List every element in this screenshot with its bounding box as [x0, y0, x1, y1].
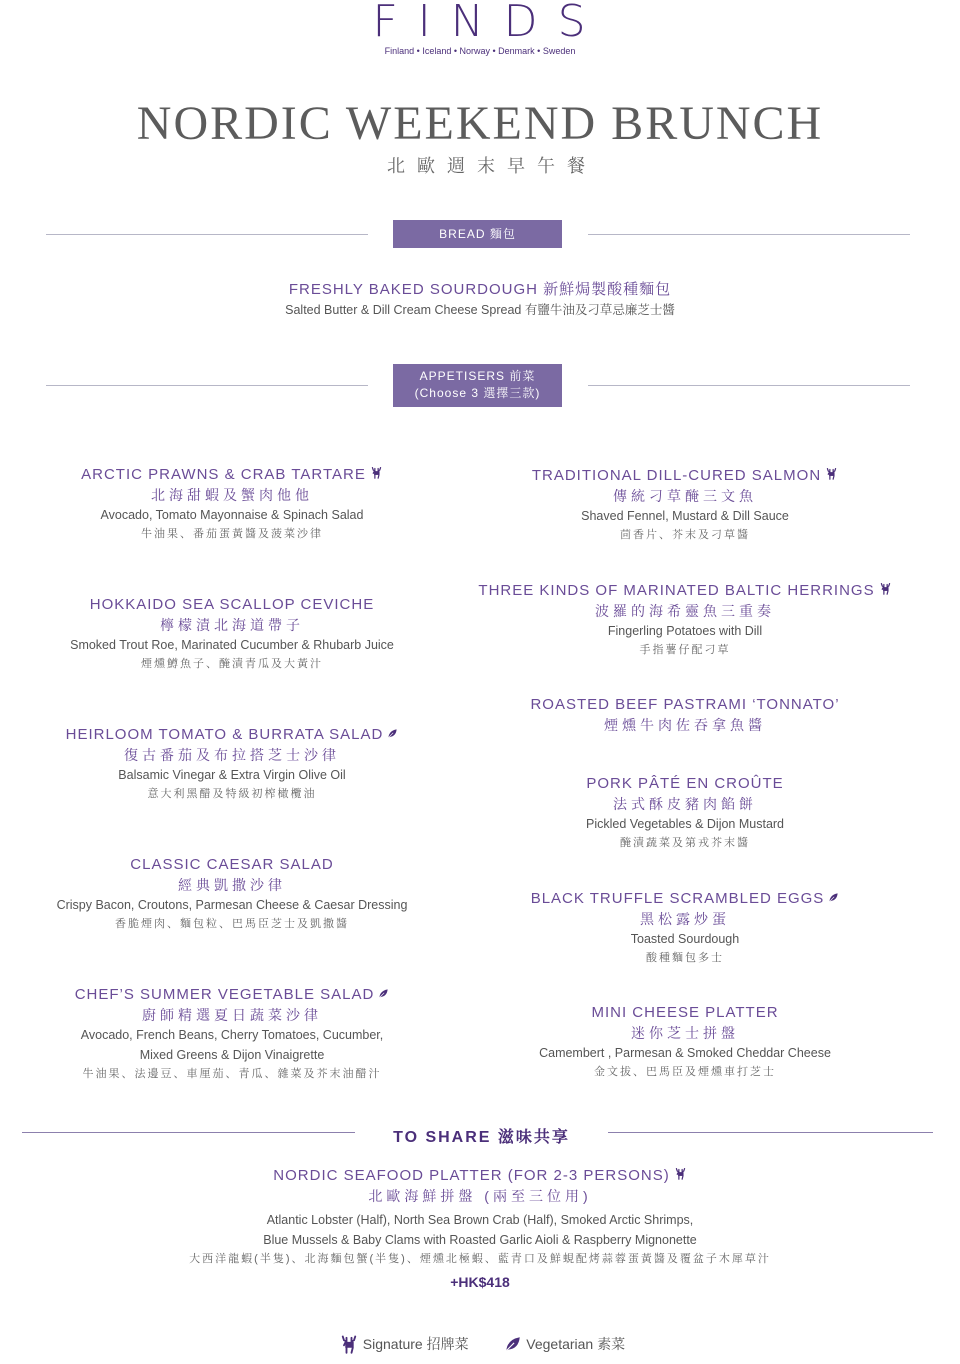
- item-desc-zh: 手指薯仔配刁草: [639, 644, 731, 657]
- menu-item: [2, 855, 462, 933]
- item-title-zh: 檸檬漬北海道帶子: [160, 617, 304, 633]
- signature-icon: [879, 581, 892, 601]
- item-desc-zh: 大西洋龍蝦(半隻)、北海麵包蟹(半隻)、煙燻北極蝦、藍青口及鮮蜆配烤蒜蓉蛋黃醬及覆盆子木犀草汁: [189, 1253, 771, 1266]
- signature-icon: [370, 465, 383, 485]
- item-desc-zh: 醃漬蔬菜及第戎芥末醬: [620, 837, 750, 849]
- item-title-zh: 法式酥皮豬肉餡餅: [613, 796, 757, 812]
- divider: [588, 385, 910, 386]
- item-title-zh: 波羅的海希靈魚三重奏: [595, 603, 775, 620]
- item-title-zh: 北歐海鮮拼盤 (兩至三位用): [368, 1188, 592, 1205]
- legend-vegetarian: Vegetarian 素菜: [526, 1336, 626, 1353]
- item-desc: Balsamic Vinegar & Extra Virgin Olive Oil: [118, 768, 346, 783]
- menu-item: [2, 465, 462, 543]
- logo: [0, 0, 960, 56]
- divider: [46, 234, 368, 235]
- item-title: NORDIC SEAFOOD PLATTER (FOR 2-3 PERSONS): [273, 1167, 670, 1184]
- menu-item: [2, 725, 462, 803]
- page-title: NORDIC WEEKEND BRUNCH: [136, 97, 824, 150]
- item-title-zh: 北海甜蝦及蟹肉他他: [151, 487, 313, 504]
- item-desc: Pickled Vegetables & Dijon Mustard: [585, 817, 785, 831]
- vegetarian-icon: [378, 985, 389, 1005]
- divider: [46, 385, 368, 386]
- menu-item: [455, 889, 915, 967]
- item-desc: Crispy Bacon, Croutons, Parmesan Cheese & Caesar Dressing: [56, 898, 408, 912]
- item-desc: Fingerling Potatoes with Dill: [607, 624, 763, 639]
- item-desc-zh: 意大利黑醋及特級初榨橄欖油: [147, 788, 317, 801]
- item-desc-zh: 牛油果、番茄蛋黃醬及菠菜沙律: [141, 528, 323, 541]
- item-desc: Shaved Fennel, Mustard & Dill Sauce: [581, 509, 789, 524]
- item-desc-zh: 煙燻鱒魚子、醃漬青瓜及大黃汁: [141, 658, 323, 670]
- item-desc: Smoked Trout Roe, Marinated Cucumber & Rhubarb Juice: [70, 638, 394, 652]
- item-desc: Toasted Sourdough: [630, 932, 740, 947]
- item-title: THREE KINDS OF MARINATED BALTIC HERRINGS: [478, 582, 875, 599]
- signature-icon: [825, 466, 838, 486]
- item-desc: Blue Mussels & Baby Clams with Roasted Garlic Aioli & Raspberry Mignonette: [263, 1233, 697, 1248]
- item-title-zh: 迷你芝士拼盤: [631, 1025, 739, 1041]
- legend: [0, 1334, 960, 1357]
- item-title: PORK PÂTÉ EN CROÛTE: [586, 775, 784, 792]
- vegetarian-icon: [828, 889, 839, 909]
- section-header-appetisers: [393, 364, 562, 407]
- vegetarian-icon: [504, 1335, 522, 1356]
- menu-item: [455, 774, 915, 852]
- item-title: FRESHLY BAKED SOURDOUGH 新鮮焗製酸種麵包: [288, 281, 672, 298]
- menu-item: [2, 595, 462, 673]
- item-title-zh: 傳統刁草醃三文魚: [613, 488, 757, 505]
- item-desc-zh: 香脆煙肉、麵包粒、巴馬臣芝士及凱撒醬: [115, 918, 349, 930]
- item-title: ARCTIC PRAWNS & CRAB TARTARE: [81, 466, 366, 483]
- item-title: HEIRLOOM TOMATO & BURRATA SALAD: [65, 726, 384, 743]
- item-title: TRADITIONAL DILL-CURED SALMON: [531, 467, 822, 484]
- item-desc-zh: 金文拔、巴馬臣及煙燻車打芝士: [594, 1066, 776, 1078]
- menu-item-seafood-platter: [0, 1166, 960, 1290]
- item-desc-zh: 茴香片、芥末及刁草醬: [620, 529, 750, 542]
- item-desc: Salted Butter & Dill Cream Cheese Spread 有鹽牛油及刁草忌廉芝士醬: [285, 303, 675, 317]
- item-desc: Avocado, French Beans, Cherry Tomatoes, Cucumber,: [80, 1028, 384, 1043]
- signature-icon: [674, 1166, 687, 1186]
- legend-signature: Signature 招牌菜: [362, 1336, 469, 1353]
- item-desc: Camembert , Parmesan & Smoked Cheddar Cheese: [539, 1046, 831, 1060]
- page-title-zh: 北歐週末早午餐: [387, 156, 597, 176]
- menu-item: [2, 985, 462, 1083]
- item-desc-zh: 牛油果、法邊豆、車厘茄、青瓜、雜菜及芥末油醋汁: [82, 1068, 382, 1081]
- item-title-zh: 煙燻牛肉佐吞拿魚醬: [604, 717, 766, 733]
- divider: [22, 1132, 355, 1133]
- item-title-zh: 復古番茄及布拉搭芝士沙律: [124, 747, 340, 764]
- item-title: MINI CHEESE PLATTER: [591, 1004, 779, 1021]
- item-title: HOKKAIDO SEA SCALLOP CEVICHE: [89, 596, 375, 613]
- divider: [588, 234, 910, 235]
- logo-countries: Finland • Iceland • Norway • Denmark • Sweden: [384, 46, 576, 56]
- section-sublabel: (Choose 3 選擇三款): [414, 386, 541, 400]
- item-title: BLACK TRUFFLE SCRAMBLED EGGS: [530, 890, 825, 907]
- item-price: +HK$418: [450, 1274, 510, 1291]
- menu-item: [455, 581, 915, 659]
- logo-wordmark: FINDS: [372, 0, 606, 47]
- item-title: CHEF’S SUMMER VEGETABLE SALAD: [74, 986, 375, 1003]
- item-title-zh: 黑松露炒蛋: [640, 911, 730, 928]
- menu-item-sourdough: [0, 280, 960, 320]
- section-header-bread: BREAD 麵包: [393, 220, 562, 248]
- item-title-zh: 經典凱撒沙律: [178, 877, 286, 893]
- item-title-zh: 廚師精選夏日蔬菜沙律: [142, 1007, 322, 1024]
- item-desc: Avocado, Tomato Mayonnaise & Spinach Salad: [100, 508, 364, 523]
- section-header-share: TO SHARE 滋味共享: [393, 1129, 570, 1146]
- item-desc: Atlantic Lobster (Half), North Sea Brown Crab (Half), Smoked Arctic Shrimps,: [266, 1213, 694, 1228]
- section-label: APPETISERS 前菜: [419, 369, 536, 383]
- divider: [608, 1132, 933, 1133]
- item-desc: Mixed Greens & Dijon Vinaigrette: [139, 1048, 325, 1063]
- item-title: ROASTED BEEF PASTRAMI ‘TONNATO’: [530, 696, 840, 713]
- menu-item: [455, 1003, 915, 1081]
- item-title: CLASSIC CAESAR SALAD: [130, 856, 334, 873]
- vegetarian-icon: [387, 725, 398, 745]
- signature-icon: [339, 1334, 359, 1357]
- item-desc-zh: 酸種麵包多士: [646, 952, 724, 965]
- menu-item: [455, 466, 915, 544]
- menu-item: [455, 695, 915, 735]
